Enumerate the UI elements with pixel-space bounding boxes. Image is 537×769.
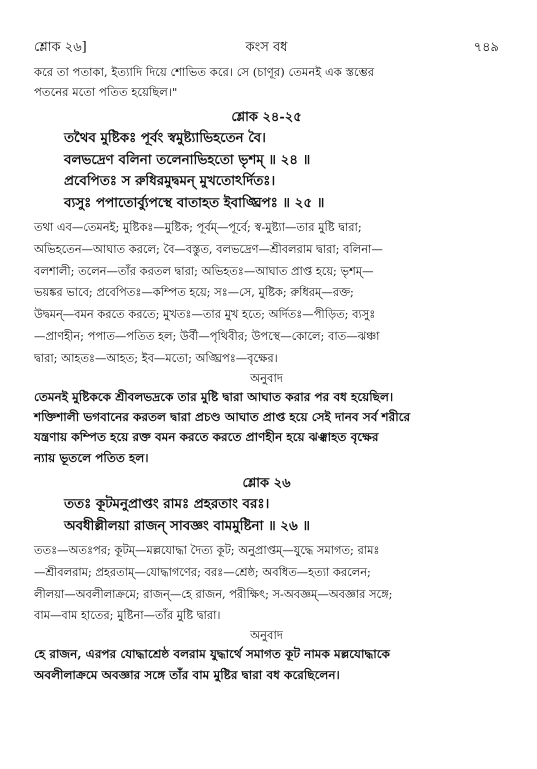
translation-line: ন্যায় ভূতলে পতিত হল। [34,450,149,465]
synonym-line: —প্রাণহীন; পপাত—পতিত হল; উর্বী—পৃথিবীর; উপস্থে—কোলে; বাত—ঝঞ্চা [34,329,380,344]
synonym-line: বলশালী; তলেন—তাঁর করতল দ্বারা; অভিহতঃ—আঘাত প্রাপ্ত হয়ে; ভৃশম্— [34,263,374,278]
running-header [34,38,499,62]
verse-line: ব্যসুঃ পপাতোর্ব্যুপস্থে বাতাহত ইবাঙ্ঘ্রিপঃ ॥ ২৫ ॥ [64,194,325,211]
header-verse-ref: শ্লোক ২৬] [34,40,87,55]
synonym-line: —শ্রীবলরাম; প্রহরতাম্—যোদ্ধাগণের; বরঃ—শ্রেষ্ঠ; অবধিত—হত্যা করলেন; [34,564,371,579]
synonym-line: তথা এব—তেমনই; মুষ্টিকঃ—মুষ্টিক; পূর্বম্—পূর্বে; স্ব-মুষ্ট্যা—তার মুষ্টি দ্বারা; [34,220,362,235]
verse-title: শ্লোক ২৬ [242,476,291,492]
translation-title: অনুবাদ [250,370,283,385]
verse-block-26 [34,473,499,685]
verse-line: অবধীল্লীলয়া রাজন্ সাবজ্ঞং বামমুষ্টিনা ॥ ২৬ ॥ [64,517,310,534]
verse-line: বলভদ্রেণ বলিনা তলেনাভিহতো ভৃশম্ ॥ ২৪ ॥ [64,151,311,168]
verse-title: শ্লোক ২৪-২৫ [231,110,302,126]
synonym-line: বাম—বাম হাতের; মুষ্টিনা—তাঁর মুষ্টি দ্বারা। [34,608,221,623]
intro-line: করে তা পতাকা, ইত্যাদি দিয়ে শোভিত করে। সে (চাণূর) তেমনই এক স্তম্ভের [34,65,375,79]
translation-title: অনুবাদ [250,628,283,643]
synonym-line: উদ্বমন্—বমন করতে করতে; মুখতঃ—তার মুখ হতে; অর্দিতঃ—পীড়িত; ব্যসুঃ [34,307,376,322]
translation-line: অবলীলাক্রমে অবজ্ঞার সঙ্গে তাঁর বাম মুষ্টির দ্বারা বধ করেছিলেন। [34,667,340,682]
verse-line: প্রবেপিতঃ স রুধিরমুদ্বমন্ মুখতোঽর্দিতঃ। [64,173,276,190]
verse-line: ততঃ কূটমনুপ্রাপ্তং রামঃ প্রহরতাং বরঃ। [64,496,270,513]
book-page [0,38,537,769]
header-chapter-title: কংস বধ [245,40,288,55]
synonyms [34,541,499,626]
translation-line: হে রাজন, এরপর যোদ্ধাশ্রেষ্ঠ বলরাম যুদ্ধার্থে সমাগত কূট নামক মল্লযোদ্ধাকে [34,647,390,662]
verse-block-24-25 [34,107,499,468]
page-number: ৭৪৯ [473,40,499,55]
translation [34,387,499,469]
verse-line: তথৈব মুষ্টিকঃ পূর্বং স্বমুষ্ট্যাভিহতেন বৈ। [64,130,266,147]
synonym-line: লীলয়া—অবলীলাক্রমে; রাজন্—হে রাজন, পরীক্ষিৎ; স-অবজ্ঞম্—অবজ্ঞার সঙ্গে; [34,586,393,601]
synonym-line: দ্বারা; আহতঃ—আহত; ইব—মতো; অঙ্ঘ্রিপঃ—বৃক্ষের। [34,350,278,365]
intro-paragraph [34,62,499,102]
intro-line: পতনের মতো পতিত হয়েছিল।" [34,85,178,100]
translation [34,644,499,685]
synonym-line: ভয়ঙ্কর ভাবে; প্রবেপিতঃ—কম্পিত হয়ে; সঃ—সে, মুষ্টিক; রুধিরম্—রক্ত; [34,285,354,300]
translation-line: যন্ত্রণায় কম্পিত হয়ে রক্ত বমন করতে করতে প্রাণহীন হয়ে ঝঞ্ঝাহত বৃক্ষের [34,430,379,445]
synonyms [34,218,499,369]
synonym-line: অভিহতেন—আঘাত করলে; বৈ—বস্তুত, বলভদ্রেণ—শ্রীবলরাম দ্বারা; বলিনা— [34,241,383,256]
synonym-line: ততঃ—অতঃপর; কূটম্—মল্লযোদ্ধা দৈত্য কূট; অনুপ্রাপ্তম্—যুদ্ধে সমাগত; রামঃ [34,543,380,558]
translation-line: তেমনই মুষ্টিককে শ্রীবলভদ্রকে তার মুষ্টি দ্বারা আঘাত করার পর বধ হয়েছিল। [34,389,394,404]
translation-line: শক্তিশালী ভগবানের করতল দ্বারা প্রচণ্ড আঘাত প্রাপ্ত হয়ে সেই দানব সর্ব শরীরে [34,410,411,425]
